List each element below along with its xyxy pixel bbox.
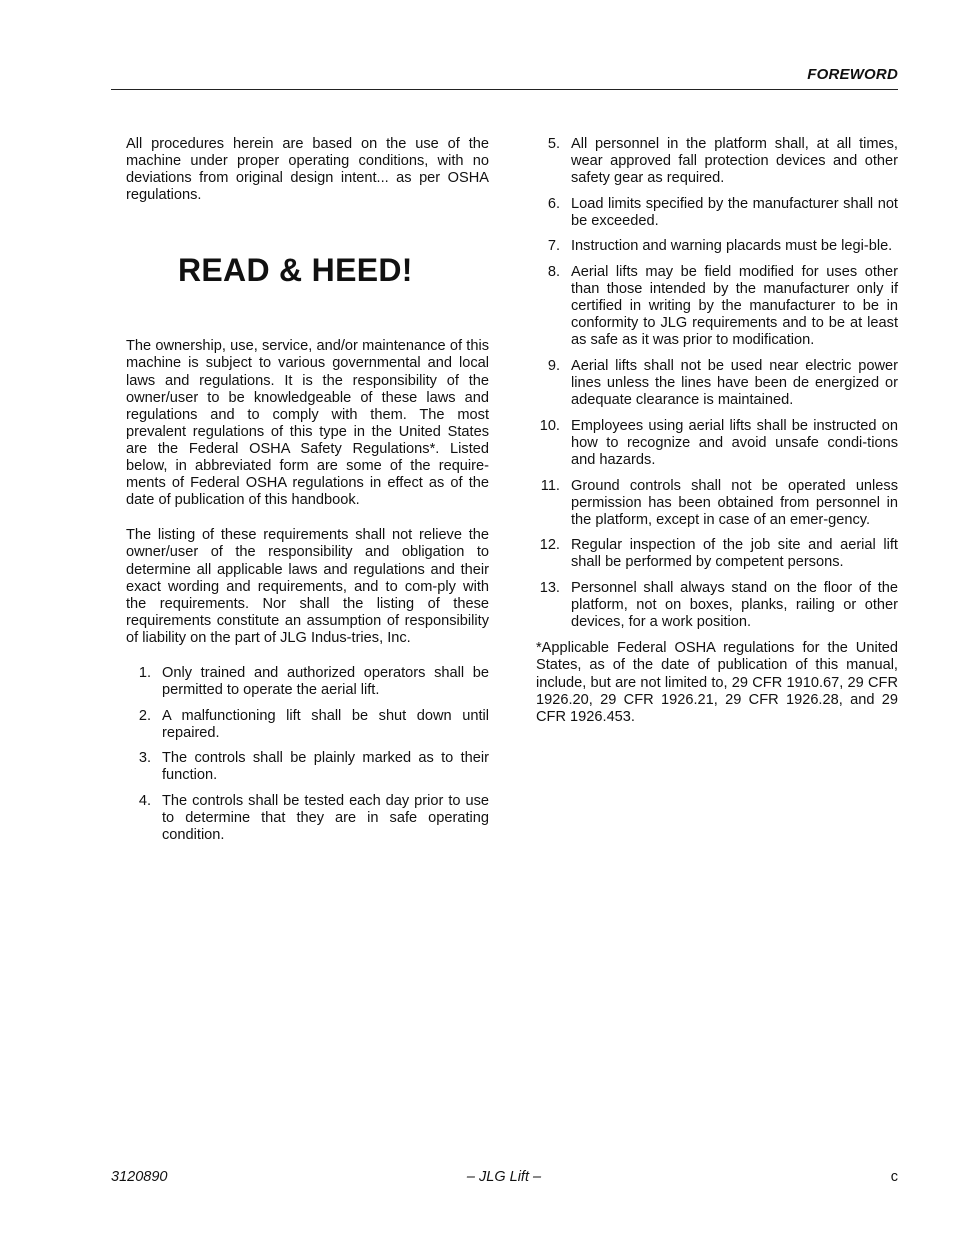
rule-number: 5. bbox=[547, 136, 560, 152]
rule-text: All personnel in the platform shall, at all times, wear approved fall protection devices and other safety gear as required. bbox=[571, 136, 898, 187]
header-rule bbox=[111, 89, 898, 90]
osha-footnote: *Applicable Federal OSHA regulations for the United States, as of the date of publication of this manual, include, but are not limited to, 29 CFR 1910.67, 29 CFR 1926.20, 29 CFR 1926.21, 29 CFR 1926.28, and 29 CFR 1926.453. bbox=[536, 640, 898, 725]
rule-item bbox=[536, 264, 898, 349]
read-and-heed-heading: READ & HEED! bbox=[178, 252, 413, 289]
page-number: c bbox=[890, 1169, 898, 1185]
rule-number: 8. bbox=[547, 264, 560, 281]
left-column bbox=[126, 136, 489, 853]
rule-number: 11. bbox=[540, 477, 560, 494]
disclaimer-paragraph: The listing of these requirements shall not relieve the owner/user of the responsibility and obligation to determine all applicable laws and regulations and their exact wording and requirements, and to com-ply with the requirements. Nor shall the listing of these requirements constitute an assumption of responsibility of liability on the part of JLG Indus-tries, Inc. bbox=[126, 527, 489, 646]
regulations-paragraph: The ownership, use, service, and/or maintenance of this machine is subject to various governmental and local laws and regulations. It is the responsibility of the owner/user to be knowledgeable of these laws and regulations and to comply with them. The most prevalent regulations of this type in the United States are the Federal OSHA Safety Regulations*. Listed below, in abbreviated form are some of the require-ments of Federal OSHA regulations in effect as of the date of publication of this handbook. bbox=[126, 338, 489, 509]
rule-number: 1. bbox=[138, 664, 151, 681]
rule-item bbox=[126, 793, 489, 844]
rules-list-left bbox=[126, 665, 489, 844]
rule-number: 3. bbox=[138, 750, 151, 767]
rule-item bbox=[126, 708, 489, 742]
rule-item bbox=[536, 196, 898, 230]
right-column bbox=[536, 136, 898, 726]
rule-text: Only trained and authorized operators shall be permitted to operate the aerial lift. bbox=[162, 664, 489, 699]
rule-number: 13. bbox=[539, 580, 560, 597]
rule-number: 9. bbox=[547, 358, 560, 375]
rule-item bbox=[536, 136, 898, 187]
rule-text: The controls shall be tested each day prior to use to determine that they are in safe operating condition. bbox=[162, 793, 489, 844]
rule-text: Instruction and warning placards must be legi-ble. bbox=[571, 238, 893, 255]
rule-text: Ground controls shall not be operated unless permission has been obtained from personnel in the platform, except in case of an emer-gency. bbox=[571, 477, 898, 528]
intro-paragraph: All procedures herein are based on the use of the machine under proper operating conditions, with no deviations from original design intent... as per OSHA regulations. bbox=[126, 136, 489, 204]
rule-text: Aerial lifts shall not be used near electric power lines unless the lines have been de energized or adequate clearance is maintained. bbox=[571, 358, 898, 409]
rule-text: Personnel shall always stand on the floor of the platform, not on boxes, planks, railing or other devices, for a work position. bbox=[571, 580, 898, 631]
rule-number: 12. bbox=[539, 537, 560, 554]
rule-text: Regular inspection of the job site and aerial lift shall be performed by competent persons. bbox=[571, 537, 898, 571]
document-number: 3120890 bbox=[111, 1169, 168, 1185]
footer-brand: – JLG Lift – bbox=[466, 1169, 542, 1185]
rule-text: A malfunctioning lift shall be shut down until repaired. bbox=[162, 707, 489, 741]
rule-item bbox=[536, 478, 898, 529]
rule-item bbox=[536, 537, 898, 571]
rule-item bbox=[536, 580, 898, 631]
rule-number: 2. bbox=[138, 707, 151, 724]
rule-item bbox=[126, 665, 489, 699]
rule-text: Employees using aerial lifts shall be instructed on how to recognize and avoid unsafe condi-tions and hazards. bbox=[571, 417, 898, 468]
rule-number: 6. bbox=[547, 195, 560, 212]
rule-item bbox=[126, 750, 489, 784]
rules-list-right bbox=[536, 136, 898, 631]
page-header-title: FOREWORD bbox=[807, 66, 898, 83]
rule-text: Load limits specified by the manufacturer shall not be exceeded. bbox=[571, 195, 898, 229]
rule-text: The controls shall be plainly marked as to their function. bbox=[162, 750, 489, 784]
rule-item bbox=[536, 418, 898, 469]
rule-item bbox=[536, 358, 898, 409]
rule-number: 7. bbox=[547, 238, 560, 255]
rule-number: 10. bbox=[539, 417, 560, 434]
rule-text: Aerial lifts may be field modified for uses other than those intended by the manufacturer only if certified in writing by the manufacturer to be in conformity to JLG requirements and to be at least as safe as it was prior to modification. bbox=[571, 264, 898, 349]
rule-number: 4. bbox=[138, 793, 151, 810]
rule-item bbox=[536, 238, 898, 255]
